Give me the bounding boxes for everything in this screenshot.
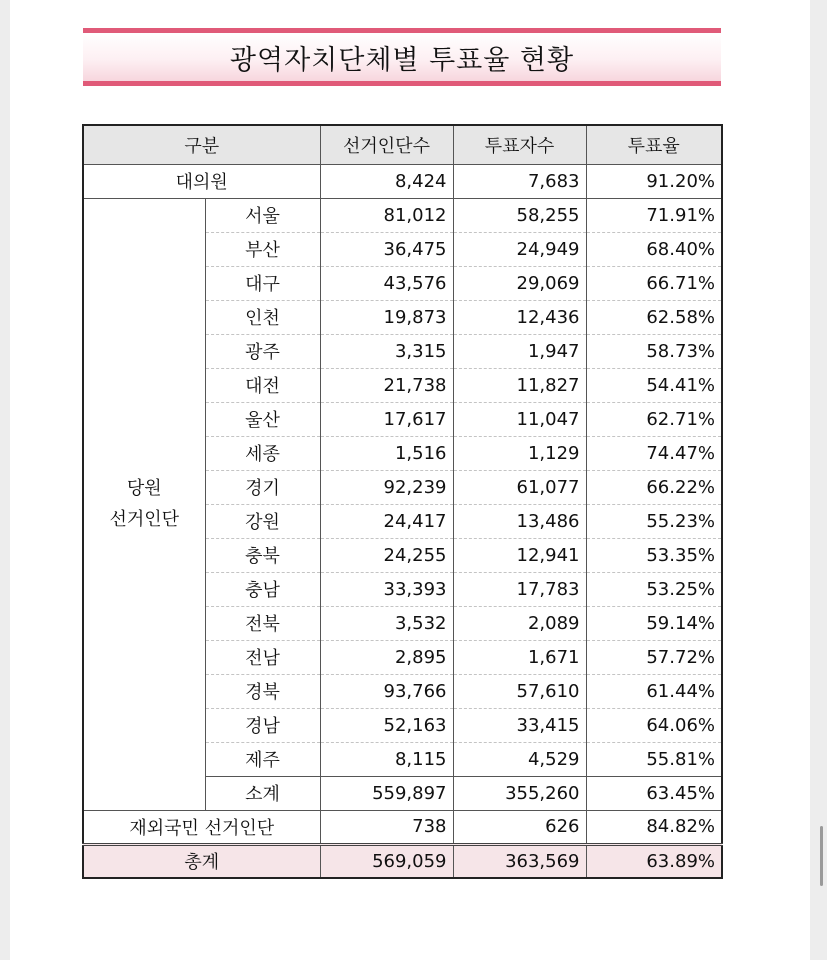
daeuiwon-rate: 91.20%	[586, 164, 722, 198]
region-electors: 21,738	[320, 368, 453, 402]
region-electors: 24,255	[320, 538, 453, 572]
region-voters: 1,129	[453, 436, 586, 470]
subtotal-electors: 559,897	[320, 776, 453, 810]
table-header-row	[83, 125, 722, 164]
region-electors: 3,315	[320, 334, 453, 368]
region-voters: 17,783	[453, 572, 586, 606]
table-row	[83, 198, 722, 232]
header-voters: 투표자수	[453, 125, 586, 164]
daeuiwon-row	[83, 164, 722, 198]
region-rate: 74.47%	[586, 436, 722, 470]
overseas-row	[83, 810, 722, 844]
region-rate: 66.71%	[586, 266, 722, 300]
region-name: 충남	[205, 572, 320, 606]
region-voters: 1,671	[453, 640, 586, 674]
region-electors: 33,393	[320, 572, 453, 606]
region-electors: 17,617	[320, 402, 453, 436]
region-electors: 19,873	[320, 300, 453, 334]
region-name: 광주	[205, 334, 320, 368]
region-voters: 2,089	[453, 606, 586, 640]
region-electors: 43,576	[320, 266, 453, 300]
region-rate: 54.41%	[586, 368, 722, 402]
region-electors: 3,532	[320, 606, 453, 640]
region-name: 세종	[205, 436, 320, 470]
region-electors: 2,895	[320, 640, 453, 674]
total-voters: 363,569	[453, 844, 586, 878]
total-label: 총계	[83, 844, 320, 878]
region-rate: 55.23%	[586, 504, 722, 538]
region-voters: 12,436	[453, 300, 586, 334]
scrollbar[interactable]	[820, 826, 823, 886]
region-name: 인천	[205, 300, 320, 334]
region-electors: 8,115	[320, 742, 453, 776]
region-electors: 36,475	[320, 232, 453, 266]
region-name: 울산	[205, 402, 320, 436]
header-electors: 선거인단수	[320, 125, 453, 164]
region-rate: 58.73%	[586, 334, 722, 368]
header-category: 구분	[83, 125, 320, 164]
region-electors: 52,163	[320, 708, 453, 742]
region-rate: 53.35%	[586, 538, 722, 572]
region-name: 전남	[205, 640, 320, 674]
total-row	[83, 844, 722, 878]
subtotal-rate: 63.45%	[586, 776, 722, 810]
region-name: 제주	[205, 742, 320, 776]
daeuiwon-electors: 8,424	[320, 164, 453, 198]
region-rate: 71.91%	[586, 198, 722, 232]
region-voters: 33,415	[453, 708, 586, 742]
region-voters: 57,610	[453, 674, 586, 708]
region-voters: 11,827	[453, 368, 586, 402]
region-voters: 61,077	[453, 470, 586, 504]
region-electors: 93,766	[320, 674, 453, 708]
region-rate: 61.44%	[586, 674, 722, 708]
overseas-electors: 738	[320, 810, 453, 844]
daeuiwon-label: 대의원	[175, 172, 228, 193]
subtotal-voters: 355,260	[453, 776, 586, 810]
region-voters: 24,949	[453, 232, 586, 266]
region-rate: 64.06%	[586, 708, 722, 742]
group-label-line1: 당원	[126, 477, 162, 499]
region-name: 대구	[205, 266, 320, 300]
total-rate: 63.89%	[586, 844, 722, 878]
region-name: 대전	[205, 368, 320, 402]
overseas-voters: 626	[453, 810, 586, 844]
region-rate: 57.72%	[586, 640, 722, 674]
region-voters: 12,941	[453, 538, 586, 572]
region-electors: 24,417	[320, 504, 453, 538]
region-name: 서울	[205, 198, 320, 232]
title-banner	[83, 28, 721, 86]
region-name: 경북	[205, 674, 320, 708]
header-rate: 투표율	[586, 125, 722, 164]
daeuiwon-voters: 7,683	[453, 164, 586, 198]
party-member-group-label	[83, 198, 205, 810]
region-name: 경남	[205, 708, 320, 742]
group-label-line2: 선거인단	[109, 509, 180, 530]
region-voters: 58,255	[453, 198, 586, 232]
turnout-table	[82, 124, 723, 879]
region-name: 경기	[205, 470, 320, 504]
region-name: 강원	[205, 504, 320, 538]
region-rate: 66.22%	[586, 470, 722, 504]
region-name: 부산	[205, 232, 320, 266]
region-electors: 1,516	[320, 436, 453, 470]
page-title: 광역자치단체별 투표율 현황	[229, 44, 575, 76]
region-voters: 11,047	[453, 402, 586, 436]
region-rate: 62.71%	[586, 402, 722, 436]
overseas-label: 재외국민 선거인단	[83, 810, 320, 844]
region-rate: 59.14%	[586, 606, 722, 640]
region-name: 전북	[205, 606, 320, 640]
region-voters: 1,947	[453, 334, 586, 368]
region-rate: 55.81%	[586, 742, 722, 776]
region-name: 충북	[205, 538, 320, 572]
region-voters: 13,486	[453, 504, 586, 538]
region-electors: 81,012	[320, 198, 453, 232]
subtotal-label: 소계	[205, 776, 320, 810]
overseas-rate: 84.82%	[586, 810, 722, 844]
region-voters: 4,529	[453, 742, 586, 776]
region-rate: 53.25%	[586, 572, 722, 606]
region-rate: 62.58%	[586, 300, 722, 334]
total-electors: 569,059	[320, 844, 453, 878]
region-rate: 68.40%	[586, 232, 722, 266]
region-electors: 92,239	[320, 470, 453, 504]
region-voters: 29,069	[453, 266, 586, 300]
